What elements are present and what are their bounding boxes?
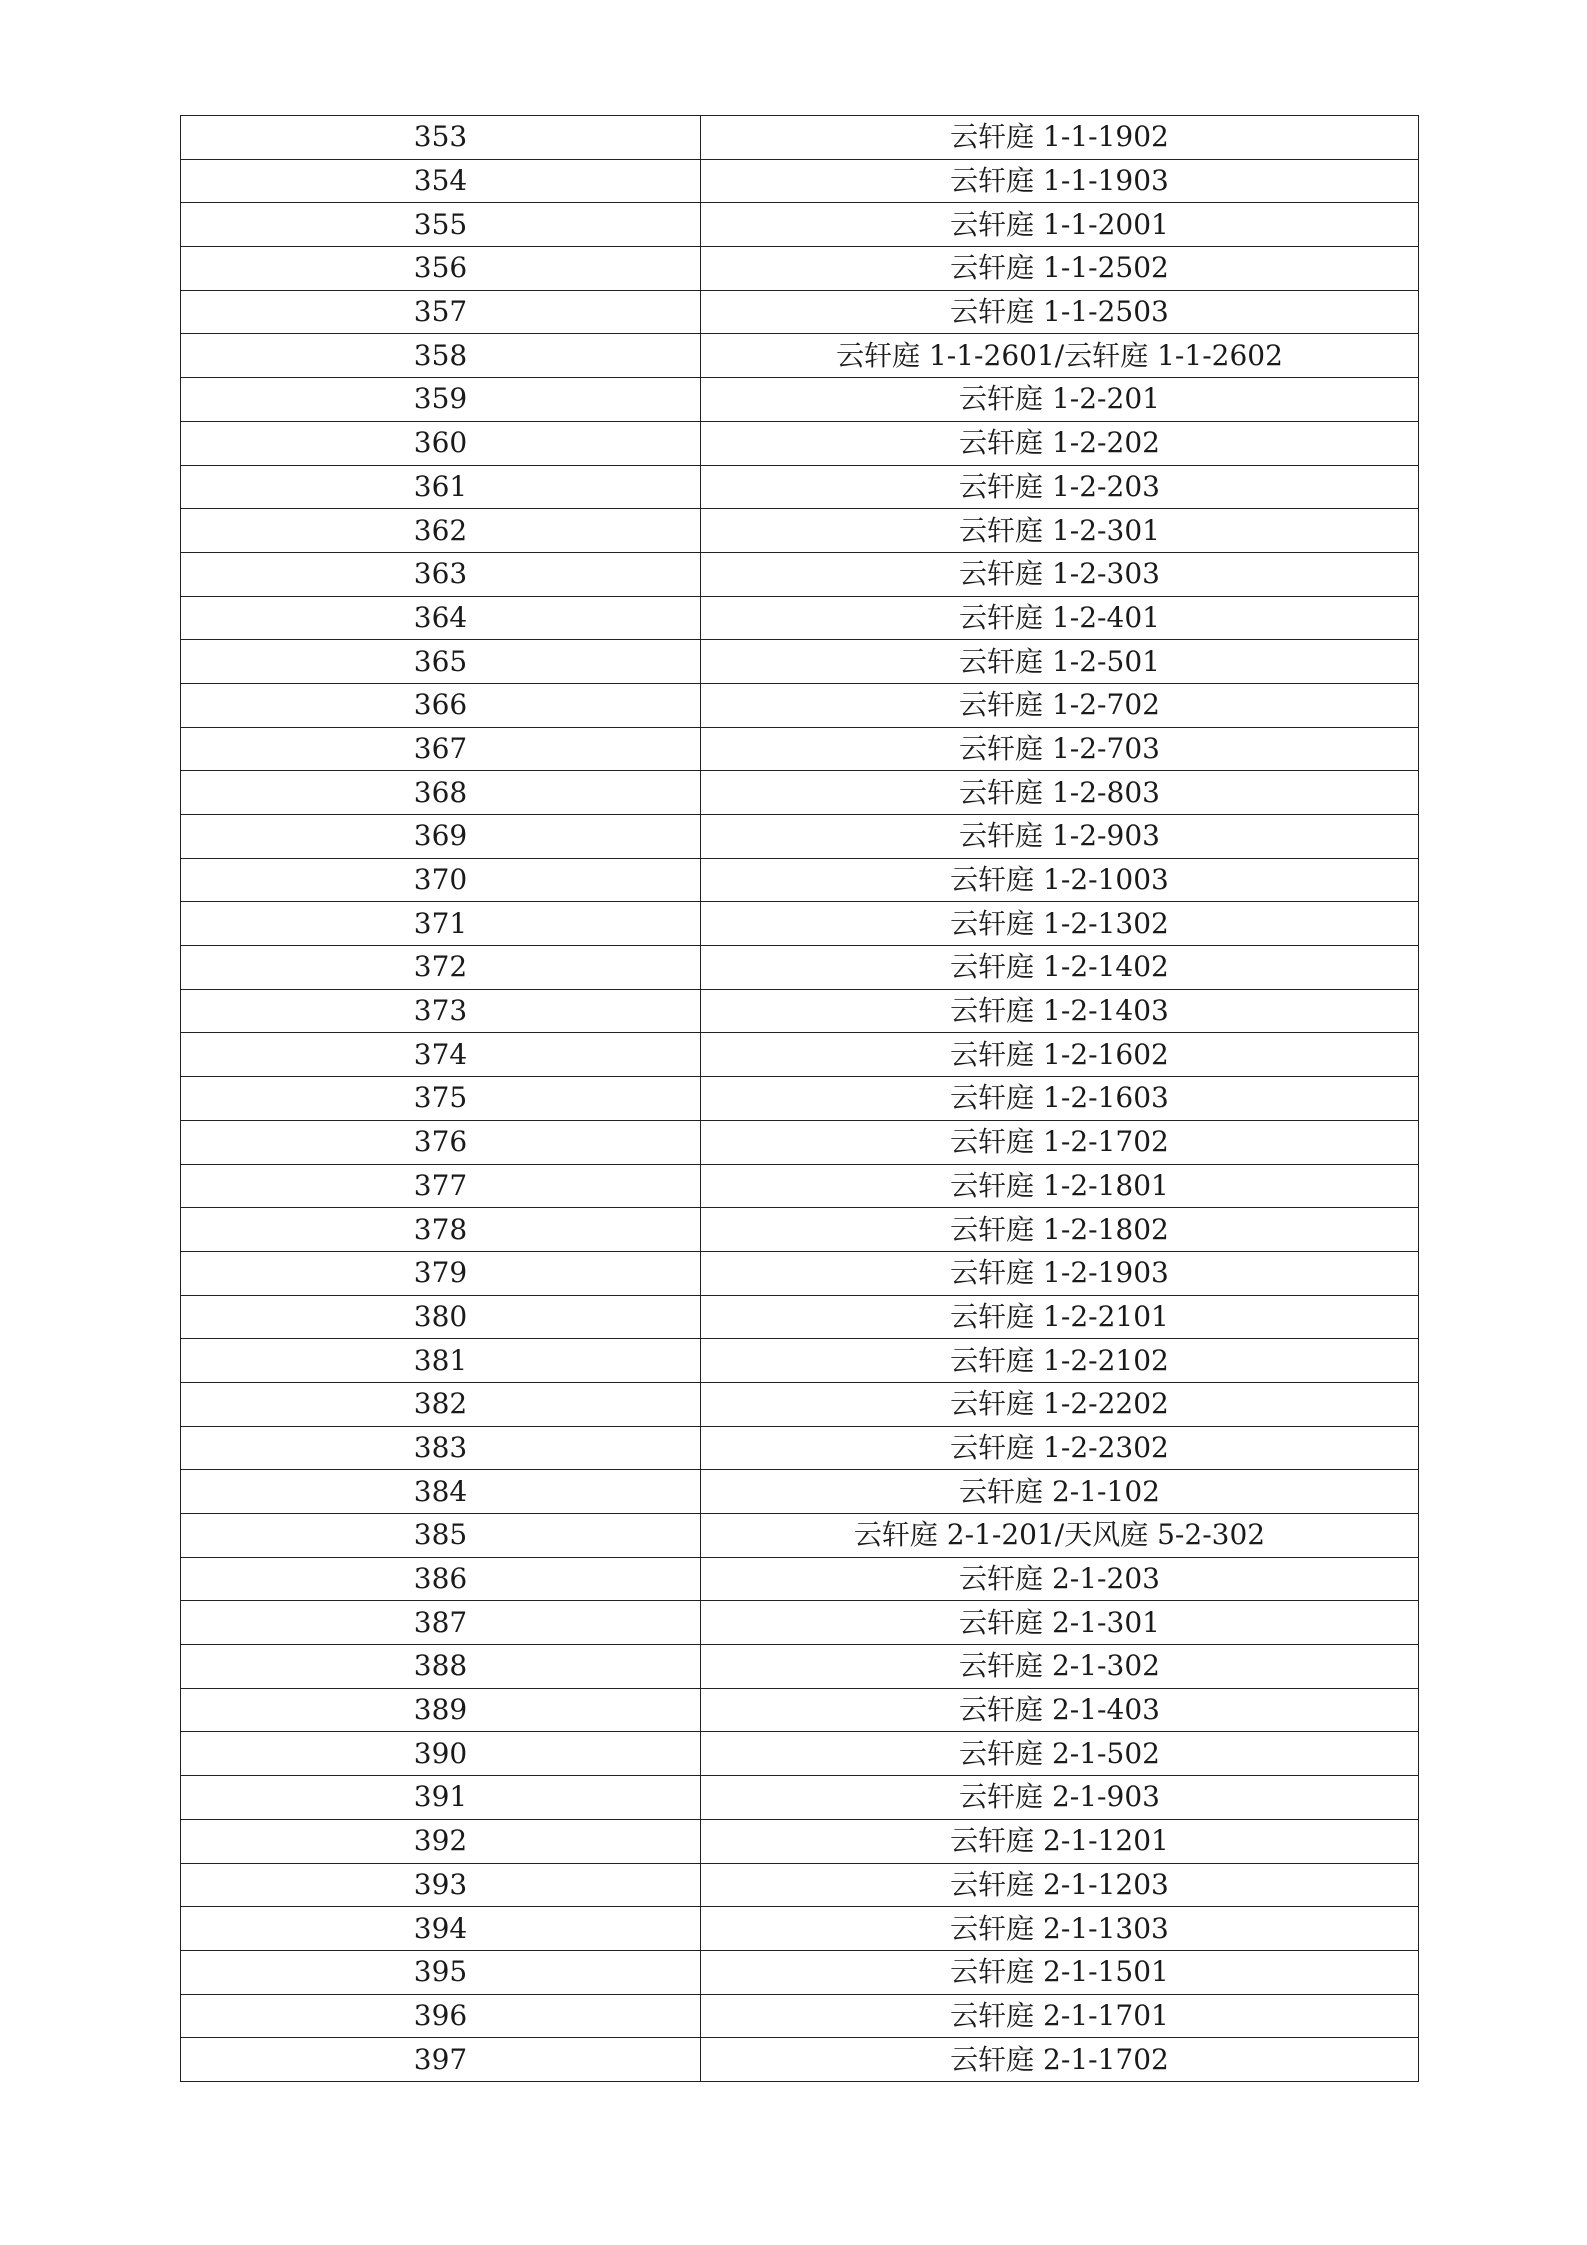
unit-address-cell: 云轩庭 1-1-2502	[701, 247, 1419, 291]
unit-address-cell: 云轩庭 1-2-1003	[701, 858, 1419, 902]
row-number-cell: 381	[181, 1339, 701, 1383]
table-row	[181, 1426, 1419, 1470]
unit-address-cell: 云轩庭 1-2-1403	[701, 989, 1419, 1033]
row-number-cell: 369	[181, 815, 701, 859]
table-row	[181, 1033, 1419, 1077]
table-row	[181, 1688, 1419, 1732]
row-number-cell: 360	[181, 421, 701, 465]
row-number-cell: 365	[181, 640, 701, 684]
table-row	[181, 116, 1419, 160]
unit-address-cell: 云轩庭 1-2-501	[701, 640, 1419, 684]
table-row	[181, 1382, 1419, 1426]
unit-address-cell: 云轩庭 2-1-201/天风庭 5-2-302	[701, 1514, 1419, 1558]
unit-address-cell: 云轩庭 1-2-1302	[701, 902, 1419, 946]
unit-address-cell: 云轩庭 2-1-1701	[701, 1994, 1419, 2038]
row-number-cell: 389	[181, 1688, 701, 1732]
unit-address-cell: 云轩庭 1-2-2101	[701, 1295, 1419, 1339]
row-number-cell: 379	[181, 1251, 701, 1295]
row-number-cell: 361	[181, 465, 701, 509]
table-row	[181, 1863, 1419, 1907]
table-row	[181, 247, 1419, 291]
row-number-cell: 362	[181, 509, 701, 553]
row-number-cell: 386	[181, 1557, 701, 1601]
table-row	[181, 159, 1419, 203]
row-number-cell: 372	[181, 946, 701, 990]
row-number-cell: 383	[181, 1426, 701, 1470]
row-number-cell: 394	[181, 1907, 701, 1951]
row-number-cell: 376	[181, 1120, 701, 1164]
table-row	[181, 465, 1419, 509]
unit-address-cell: 云轩庭 2-1-102	[701, 1470, 1419, 1514]
table-row	[181, 946, 1419, 990]
row-number-cell: 371	[181, 902, 701, 946]
row-number-cell: 356	[181, 247, 701, 291]
unit-address-cell: 云轩庭 1-2-703	[701, 727, 1419, 771]
table-row	[181, 1164, 1419, 1208]
table-row	[181, 1295, 1419, 1339]
unit-address-cell: 云轩庭 1-1-1903	[701, 159, 1419, 203]
row-number-cell: 366	[181, 683, 701, 727]
table-row	[181, 858, 1419, 902]
table-row	[181, 596, 1419, 640]
table-row	[181, 1907, 1419, 1951]
unit-address-cell: 云轩庭 1-2-303	[701, 552, 1419, 596]
row-number-cell: 375	[181, 1077, 701, 1121]
row-number-cell: 385	[181, 1514, 701, 1558]
row-number-cell: 363	[181, 552, 701, 596]
unit-address-cell: 云轩庭 1-2-1402	[701, 946, 1419, 990]
unit-address-cell: 云轩庭 2-1-203	[701, 1557, 1419, 1601]
table-row	[181, 203, 1419, 247]
table-row	[181, 421, 1419, 465]
table-row	[181, 552, 1419, 596]
row-number-cell: 358	[181, 334, 701, 378]
unit-address-cell: 云轩庭 1-1-2503	[701, 290, 1419, 334]
unit-address-cell: 云轩庭 2-1-502	[701, 1732, 1419, 1776]
unit-address-cell: 云轩庭 2-1-302	[701, 1645, 1419, 1689]
row-number-cell: 396	[181, 1994, 701, 2038]
row-number-cell: 373	[181, 989, 701, 1033]
table-row	[181, 1819, 1419, 1863]
unit-address-cell: 云轩庭 1-2-2102	[701, 1339, 1419, 1383]
unit-address-cell: 云轩庭 1-2-1602	[701, 1033, 1419, 1077]
row-number-cell: 354	[181, 159, 701, 203]
table-row	[181, 1120, 1419, 1164]
row-number-cell: 380	[181, 1295, 701, 1339]
row-number-cell: 364	[181, 596, 701, 640]
unit-address-cell: 云轩庭 2-1-1303	[701, 1907, 1419, 1951]
table-row	[181, 989, 1419, 1033]
table-row	[181, 640, 1419, 684]
table-row	[181, 1251, 1419, 1295]
unit-address-cell: 云轩庭 2-1-1501	[701, 1950, 1419, 1994]
table-row	[181, 683, 1419, 727]
row-number-cell: 374	[181, 1033, 701, 1077]
table-row	[181, 902, 1419, 946]
unit-address-cell: 云轩庭 1-2-1801	[701, 1164, 1419, 1208]
table-row	[181, 1776, 1419, 1820]
row-number-cell: 359	[181, 378, 701, 422]
unit-list-table	[180, 115, 1419, 2082]
unit-address-cell: 云轩庭 2-1-1702	[701, 2038, 1419, 2082]
unit-address-cell: 云轩庭 1-2-1802	[701, 1208, 1419, 1252]
table-row	[181, 1601, 1419, 1645]
table-row	[181, 334, 1419, 378]
table-row	[181, 1557, 1419, 1601]
row-number-cell: 378	[181, 1208, 701, 1252]
unit-address-cell: 云轩庭 2-1-903	[701, 1776, 1419, 1820]
unit-address-cell: 云轩庭 1-2-903	[701, 815, 1419, 859]
row-number-cell: 397	[181, 2038, 701, 2082]
table-row	[181, 1514, 1419, 1558]
row-number-cell: 368	[181, 771, 701, 815]
unit-address-cell: 云轩庭 1-1-1902	[701, 116, 1419, 160]
row-number-cell: 377	[181, 1164, 701, 1208]
unit-address-cell: 云轩庭 2-1-1201	[701, 1819, 1419, 1863]
row-number-cell: 384	[181, 1470, 701, 1514]
unit-address-cell: 云轩庭 1-2-1702	[701, 1120, 1419, 1164]
row-number-cell: 393	[181, 1863, 701, 1907]
table-row	[181, 1339, 1419, 1383]
row-number-cell: 357	[181, 290, 701, 334]
table-row	[181, 1077, 1419, 1121]
unit-address-cell: 云轩庭 1-2-2302	[701, 1426, 1419, 1470]
unit-address-cell: 云轩庭 2-1-301	[701, 1601, 1419, 1645]
unit-address-cell: 云轩庭 1-2-401	[701, 596, 1419, 640]
unit-address-cell: 云轩庭 1-2-1603	[701, 1077, 1419, 1121]
row-number-cell: 382	[181, 1382, 701, 1426]
table-row	[181, 1732, 1419, 1776]
unit-address-cell: 云轩庭 2-1-403	[701, 1688, 1419, 1732]
table-row	[181, 1950, 1419, 1994]
table-row	[181, 2038, 1419, 2082]
table-row	[181, 1645, 1419, 1689]
table-row	[181, 771, 1419, 815]
row-number-cell: 367	[181, 727, 701, 771]
unit-address-cell: 云轩庭 1-2-2202	[701, 1382, 1419, 1426]
unit-list-body	[181, 116, 1419, 2082]
row-number-cell: 355	[181, 203, 701, 247]
table-row	[181, 727, 1419, 771]
unit-address-cell: 云轩庭 1-1-2601/云轩庭 1-1-2602	[701, 334, 1419, 378]
table-row	[181, 378, 1419, 422]
table-row	[181, 1470, 1419, 1514]
row-number-cell: 388	[181, 1645, 701, 1689]
table-row	[181, 1208, 1419, 1252]
table-row	[181, 1994, 1419, 2038]
unit-address-cell: 云轩庭 1-2-803	[701, 771, 1419, 815]
row-number-cell: 391	[181, 1776, 701, 1820]
row-number-cell: 370	[181, 858, 701, 902]
row-number-cell: 387	[181, 1601, 701, 1645]
unit-address-cell: 云轩庭 1-2-702	[701, 683, 1419, 727]
unit-address-cell: 云轩庭 1-2-301	[701, 509, 1419, 553]
unit-address-cell: 云轩庭 2-1-1203	[701, 1863, 1419, 1907]
table-row	[181, 290, 1419, 334]
table-row	[181, 509, 1419, 553]
unit-address-cell: 云轩庭 1-2-203	[701, 465, 1419, 509]
row-number-cell: 392	[181, 1819, 701, 1863]
unit-address-cell: 云轩庭 1-2-202	[701, 421, 1419, 465]
table-row	[181, 815, 1419, 859]
row-number-cell: 353	[181, 116, 701, 160]
unit-address-cell: 云轩庭 1-2-1903	[701, 1251, 1419, 1295]
row-number-cell: 395	[181, 1950, 701, 1994]
unit-address-cell: 云轩庭 1-1-2001	[701, 203, 1419, 247]
row-number-cell: 390	[181, 1732, 701, 1776]
unit-address-cell: 云轩庭 1-2-201	[701, 378, 1419, 422]
